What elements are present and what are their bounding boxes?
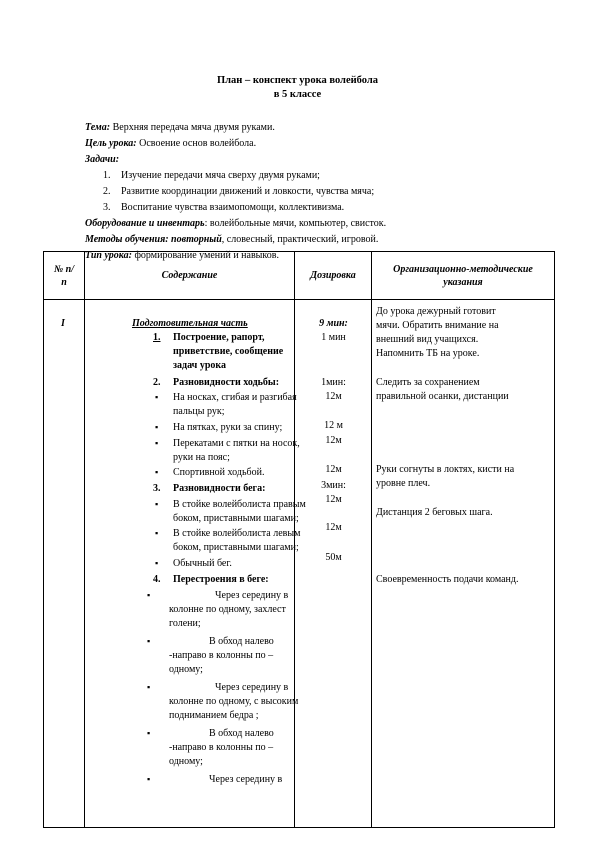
dosage-value: 3мин: (321, 480, 346, 491)
intro-block (85, 120, 386, 264)
dosage-value: 12м (325, 391, 342, 402)
notes-cell (372, 300, 555, 828)
header-dosage: Дозировка (295, 252, 372, 300)
task-text: Воспитание чувства взаимопомощи, коллективизма. (121, 202, 345, 213)
list-item: В стойке волейболиста правым (173, 499, 306, 510)
content-cell (85, 300, 306, 828)
task-text: Изучение передачи мяча сверху двумя руками; (121, 170, 320, 181)
row-number: I (61, 318, 65, 329)
dosage-value: 12 м (324, 420, 343, 431)
methods-value: , словесный, практический, игровой. (221, 234, 379, 245)
note-line: Следить за сохранением (376, 377, 480, 388)
list-number: 3. (153, 483, 161, 494)
goal-value: Освоение основ волейбола. (136, 138, 257, 149)
task-item (85, 168, 386, 184)
header-notes (372, 252, 555, 300)
list-item: одному; (169, 756, 203, 767)
note-line: мячи. Обратить внимание на (376, 320, 499, 331)
topic-value: Верхняя передача мяча двумя руками. (110, 122, 275, 133)
list-item: задач урока (173, 360, 226, 371)
header-notes-text: Организационно-методические указания (393, 263, 533, 288)
equipment-line (85, 216, 386, 232)
list-item: руки на пояс; (173, 452, 230, 463)
header-num (44, 252, 85, 300)
note-line: уровне плеч. (376, 478, 431, 489)
dosage-value: 1 мин (321, 332, 346, 343)
bullet-icon: ▪ (155, 528, 159, 538)
tasks-heading (85, 152, 386, 168)
dosage-cell (295, 300, 372, 828)
goal-line (85, 136, 386, 152)
list-item: Перекатами с пятки на носок, (173, 438, 300, 449)
list-item: боком, приставными шагами; (173, 542, 299, 553)
list-item: Перестроения в беге: (173, 574, 269, 585)
equipment-label: Оборудование и инвентарь (85, 218, 205, 229)
task-text: Развитие координации движений и ловкости, чувства мяча; (121, 186, 375, 197)
list-item: приветствие, сообщение (173, 346, 284, 357)
tasks-label: Задачи: (85, 154, 120, 165)
list-item: Через середину в (209, 774, 283, 785)
goal-label: Цель урока: (85, 138, 137, 149)
task-number: 1. (103, 170, 111, 181)
list-item: Спортивной ходьбой. (173, 467, 265, 478)
list-item: Построение, рапорт, (173, 332, 265, 343)
list-item: пальцы рук; (173, 406, 225, 417)
lesson-type-label: Тип урока: (85, 250, 132, 261)
list-number: 4. (153, 574, 161, 585)
list-item: голени; (169, 618, 201, 629)
list-item: В стойке волейболиста левым (173, 528, 301, 539)
bullet-icon: ▪ (155, 558, 159, 568)
list-item: На пятках, руки за спину; (173, 422, 283, 433)
bullet-icon: ▪ (155, 392, 159, 402)
list-item: -направо в колонны по – (169, 742, 274, 753)
page-title: План – конспект урока волейбола (216, 75, 379, 86)
list-item: Через середину в (215, 590, 289, 601)
bullet-icon: ▪ (147, 636, 151, 646)
list-item: одному; (169, 664, 203, 675)
bullet-icon: ▪ (147, 682, 151, 692)
list-item: Разновидности бега: (173, 483, 266, 494)
list-item: -направо в колонны по – (169, 650, 274, 661)
list-item: подниманием бедра ; (169, 710, 259, 721)
task-number: 3. (103, 202, 111, 213)
list-item: Через середину в (215, 682, 289, 693)
list-item: Разновидности ходьбы: (173, 377, 280, 388)
list-item: На носках, сгибая и разгибая (173, 392, 297, 403)
header-content: Содержание (85, 252, 295, 300)
note-line: внешний вид учащихся. (376, 334, 479, 345)
list-item: колонне по одному, с высоким (169, 696, 299, 707)
header-num-text: № п/п (54, 263, 74, 288)
note-line: До урока дежурный готовит (376, 306, 496, 317)
note-line: Своевременность подачи команд. (376, 574, 519, 585)
bullet-icon: ▪ (147, 728, 151, 738)
note-line: Напомнить ТБ на уроке. (376, 348, 480, 359)
dosage-value: 50м (325, 552, 342, 563)
bullet-icon: ▪ (155, 422, 159, 432)
note-line: правильной осанки, дистанции (376, 391, 509, 402)
list-number: 2. (153, 377, 161, 388)
dosage-value: 1мин: (321, 377, 346, 388)
bullet-icon: ▪ (155, 467, 159, 477)
table-header-row (44, 252, 555, 300)
bullet-icon: ▪ (155, 438, 159, 448)
row-number-cell (44, 300, 85, 828)
list-number: 1. (153, 332, 161, 343)
section-heading: Подготовительная часть (132, 318, 248, 329)
table-row (44, 300, 555, 828)
methods-line (85, 232, 386, 248)
list-item: В обход налево (209, 636, 274, 647)
list-item: Обычный бег. (173, 558, 232, 569)
page-subtitle: в 5 классе (273, 89, 322, 100)
dosage-value: 12м (325, 522, 342, 533)
lesson-type-value: формирование умений и навыков. (131, 250, 279, 261)
task-item (85, 184, 386, 200)
bullet-icon: ▪ (147, 774, 151, 784)
dosage-value: 12м (325, 435, 342, 446)
bullet-icon: ▪ (155, 499, 159, 509)
list-item: колонне по одному, захлест (169, 604, 286, 615)
topic-label: Тема: (85, 122, 111, 133)
dosage-value: 9 мин: (319, 318, 348, 329)
lesson-plan-table (43, 251, 555, 828)
dosage-value: 12м (325, 464, 342, 475)
equipment-value: : волейбольные мячи, компьютер, свисток. (204, 218, 387, 229)
list-item: боком, приставными шагами; (173, 513, 299, 524)
methods-label: Методы обучения: повторный (85, 234, 222, 245)
bullet-icon: ▪ (147, 590, 151, 600)
note-line: Руки согнуты в локтях, кисти на (376, 464, 515, 475)
note-line: Дистанция 2 беговых шага. (376, 507, 493, 518)
dosage-value: 12м (325, 494, 342, 505)
task-number: 2. (103, 186, 111, 197)
task-item (85, 200, 386, 216)
list-item: В обход налево (209, 728, 274, 739)
topic-line (85, 120, 386, 136)
